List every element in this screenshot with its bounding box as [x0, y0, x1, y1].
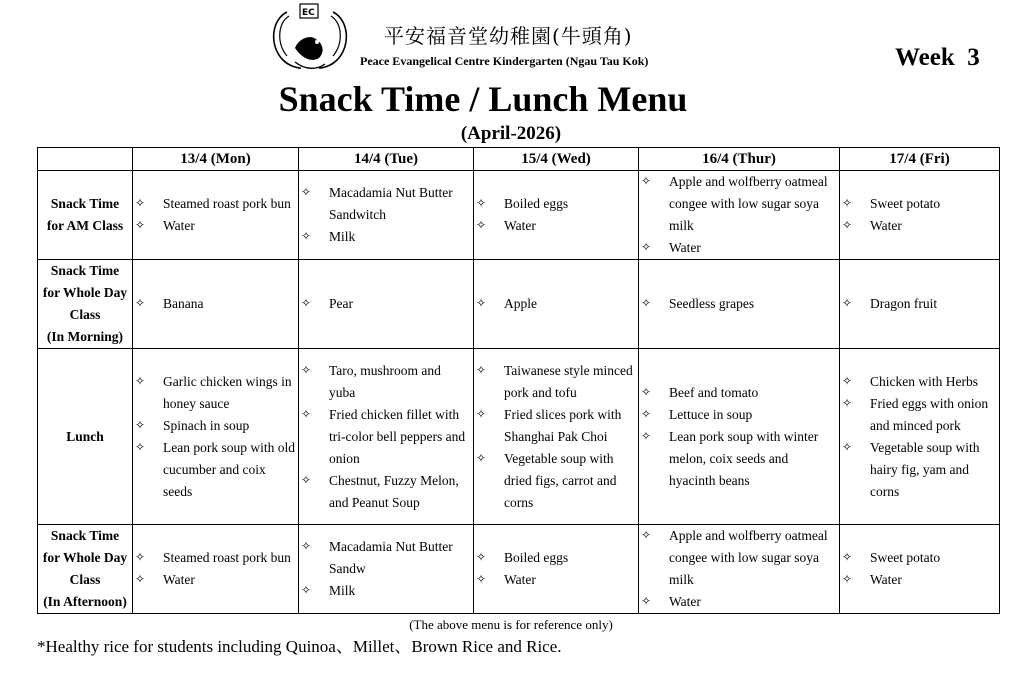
- diamond-star-icon: ✧: [842, 296, 853, 310]
- menu-item: [840, 437, 999, 503]
- diamond-star-icon: ✧: [135, 439, 146, 454]
- menu-item: [840, 193, 999, 215]
- diamond-star-icon: ✧: [476, 572, 487, 586]
- menu-item-list: [840, 293, 999, 315]
- menu-item-text: Macadamia Nut Butter Sandw: [329, 539, 453, 576]
- day-header: 14/4 (Tue): [299, 148, 474, 171]
- menu-item-text: Chestnut, Fuzzy Melon, and Peanut Soup: [329, 472, 459, 510]
- lunch-row: [38, 349, 1000, 525]
- menu-item: [474, 360, 638, 404]
- diamond-star-icon: ✧: [842, 373, 853, 388]
- diamond-star-icon: ✧: [476, 550, 487, 564]
- menu-item: [639, 237, 839, 259]
- row-label-line: Class: [69, 307, 101, 322]
- menu-item: [299, 404, 473, 470]
- menu-item-text: Sweet potato: [870, 550, 941, 565]
- menu-item: [840, 547, 999, 569]
- row-label-line: for Whole Day: [42, 550, 128, 565]
- diamond-star-icon: ✧: [641, 240, 652, 254]
- menu-item: [474, 193, 638, 215]
- menu-item: [474, 569, 638, 591]
- diamond-star-icon: ✧: [641, 428, 652, 443]
- menu-item-list: [474, 293, 638, 315]
- week-number: Week 3: [895, 44, 980, 71]
- diamond-star-icon: ✧: [301, 583, 312, 597]
- menu-item: [474, 404, 638, 448]
- diamond-star-icon: ✧: [641, 406, 652, 421]
- snack-am-row: [38, 171, 1000, 260]
- menu-item: [299, 182, 473, 226]
- menu-item-text: Taro, mushroom and yuba: [329, 362, 441, 400]
- diamond-star-icon: ✧: [301, 296, 312, 310]
- day-header: 17/4 (Fri): [840, 148, 1000, 171]
- menu-item: [639, 404, 839, 426]
- row-label-line: (In Morning): [46, 329, 124, 344]
- menu-item: [639, 426, 839, 492]
- day-header: 16/4 (Thur): [639, 148, 840, 171]
- menu-cell: [474, 525, 639, 614]
- menu-item-text: Seedless grapes: [669, 296, 755, 311]
- diamond-star-icon: ✧: [135, 196, 146, 210]
- diamond-star-icon: ✧: [301, 472, 312, 487]
- menu-cell: [474, 260, 639, 349]
- row-label-line: Class: [69, 572, 101, 587]
- row-label-line: Lunch: [66, 428, 104, 444]
- menu-item: [133, 569, 298, 591]
- menu-item: [474, 547, 638, 569]
- diamond-star-icon: ✧: [476, 362, 487, 377]
- healthy-rice-note: *Healthy rice for students including Quinoa、Millet、Brown Rice and Rice.: [37, 637, 562, 656]
- menu-item: [474, 293, 638, 315]
- menu-item-list: [840, 371, 999, 503]
- diamond-star-icon: ✧: [641, 384, 652, 399]
- menu-item: [840, 215, 999, 237]
- diamond-star-icon: ✧: [301, 229, 312, 243]
- menu-cell: [474, 349, 639, 525]
- menu-item-list: [133, 371, 298, 503]
- menu-item: [639, 525, 839, 591]
- menu-item-text: Lean pork soup with winter melon, coix seeds and hyacinth beans: [669, 428, 819, 488]
- menu-item-text: Garlic chicken wings in honey sauce: [163, 373, 292, 411]
- menu-item-text: Banana: [163, 296, 204, 311]
- menu-item-text: Chicken with Herbs: [870, 373, 978, 389]
- menu-item-text: Boiled eggs: [504, 550, 569, 565]
- menu-cell: [639, 171, 840, 260]
- menu-cell: [133, 260, 299, 349]
- menu-cell: [299, 349, 474, 525]
- menu-item-list: [299, 536, 473, 602]
- row-label: [38, 349, 133, 525]
- menu-item-list: [299, 360, 473, 514]
- menu-item: [299, 580, 473, 602]
- menu-item: [299, 360, 473, 404]
- diamond-star-icon: ✧: [641, 594, 652, 608]
- menu-item-list: [840, 193, 999, 237]
- menu-item-text: Apple and wolfberry oatmeal congee with low sugar soya milk: [669, 174, 828, 233]
- diamond-star-icon: ✧: [135, 218, 146, 232]
- diamond-star-icon: ✧: [842, 395, 853, 410]
- menu-item-text: Water: [163, 218, 195, 233]
- menu-cell: [639, 260, 840, 349]
- menu-item-list: [474, 547, 638, 591]
- menu-item: [639, 293, 839, 315]
- menu-item-text: Vegetable soup with hairy fig, yam and corns: [870, 439, 980, 499]
- diamond-star-icon: ✧: [641, 528, 652, 542]
- diamond-star-icon: ✧: [135, 550, 146, 564]
- menu-item-text: Taiwanese style minced pork and tofu: [504, 362, 633, 400]
- menu-item: [133, 547, 298, 569]
- menu-item-text: Steamed roast pork bun: [163, 550, 291, 565]
- menu-item-text: Lettuce in soup: [669, 406, 753, 422]
- diamond-star-icon: ✧: [301, 185, 312, 199]
- menu-item-text: Steamed roast pork bun: [163, 196, 291, 211]
- menu-item-text: Apple: [504, 296, 537, 311]
- row-label-line: for Whole Day: [42, 285, 128, 300]
- menu-item-text: Spinach in soup: [163, 417, 250, 433]
- menu-item: [133, 415, 298, 437]
- diamond-star-icon: ✧: [842, 439, 853, 454]
- menu-item-list: [840, 547, 999, 591]
- menu-item-text: Fried chicken fillet with tri-color bell peppers and onion: [329, 406, 466, 466]
- row-label-line: for AM Class: [46, 218, 124, 233]
- school-name-chinese: 平安福音堂幼稚園(牛頭角): [384, 24, 633, 48]
- menu-item-text: Fried slices pork with Shanghai Pak Choi: [504, 406, 622, 444]
- menu-cell: [840, 171, 1000, 260]
- menu-item-text: Boiled eggs: [504, 196, 569, 211]
- menu-item-text: Water: [669, 240, 701, 255]
- menu-item: [299, 226, 473, 248]
- diamond-star-icon: ✧: [135, 296, 146, 310]
- diamond-star-icon: ✧: [135, 572, 146, 586]
- menu-item-list: [133, 293, 298, 315]
- diamond-star-icon: ✧: [641, 296, 652, 310]
- diamond-star-icon: ✧: [641, 174, 652, 188]
- menu-item-list: [639, 525, 839, 613]
- diamond-star-icon: ✧: [301, 362, 312, 377]
- diamond-star-icon: ✧: [476, 196, 487, 210]
- menu-item: [639, 591, 839, 613]
- diamond-star-icon: ✧: [135, 417, 146, 432]
- diamond-star-icon: ✧: [476, 218, 487, 232]
- menu-item: [840, 371, 999, 393]
- menu-item-list: [474, 193, 638, 237]
- day-header: 15/4 (Wed): [474, 148, 639, 171]
- menu-cell: [299, 525, 474, 614]
- menu-item-list: [133, 193, 298, 237]
- menu-item: [299, 293, 473, 315]
- row-label: [38, 260, 133, 349]
- snack-afternoon-row: [38, 525, 1000, 614]
- menu-item-text: Apple and wolfberry oatmeal congee with low sugar soya milk: [669, 528, 828, 587]
- menu-item-text: Water: [163, 572, 195, 587]
- menu-item: [639, 382, 839, 404]
- menu-item: [840, 569, 999, 591]
- reference-note: (The above menu is for reference only): [409, 617, 613, 632]
- menu-item-text: Sweet potato: [870, 196, 941, 211]
- menu-item: [474, 448, 638, 514]
- menu-cell: [133, 171, 299, 260]
- menu-item-list: [133, 547, 298, 591]
- menu-item: [133, 371, 298, 415]
- menu-item-text: Water: [504, 572, 536, 587]
- menu-cell: [133, 525, 299, 614]
- row-label: [38, 171, 133, 260]
- menu-item-text: Fried eggs with onion and minced pork: [870, 395, 989, 433]
- row-label-line: Snack Time: [50, 196, 120, 211]
- diamond-star-icon: ✧: [301, 539, 312, 553]
- school-logo: [265, 2, 355, 78]
- row-label-line: Snack Time: [50, 263, 120, 278]
- menu-cell: [474, 171, 639, 260]
- diamond-star-icon: ✧: [476, 296, 487, 310]
- menu-item-text: Pear: [329, 296, 353, 311]
- dove-logo-icon: [265, 2, 355, 78]
- diamond-star-icon: ✧: [842, 218, 853, 232]
- menu-month: (April-2026): [460, 123, 562, 144]
- menu-cell: [299, 171, 474, 260]
- diamond-star-icon: ✧: [476, 406, 487, 421]
- day-header: 13/4 (Mon): [133, 148, 299, 171]
- menu-item-text: Water: [870, 572, 902, 587]
- diamond-star-icon: ✧: [842, 196, 853, 210]
- menu-cell: [840, 349, 1000, 525]
- row-label-line: (In Afternoon): [43, 594, 127, 609]
- logo-monogram: EC: [302, 8, 315, 18]
- menu-item-text: Macadamia Nut Butter Sandwitch: [329, 185, 453, 222]
- menu-item: [299, 470, 473, 514]
- menu-item: [133, 215, 298, 237]
- menu-item: [639, 171, 839, 237]
- menu-cell: [840, 525, 1000, 614]
- corner-cell: [38, 148, 133, 171]
- menu-item: [840, 293, 999, 315]
- menu-item-text: Water: [870, 218, 902, 233]
- menu-item: [299, 536, 473, 580]
- diamond-star-icon: ✧: [476, 450, 487, 465]
- row-label-line: Snack Time: [50, 528, 120, 543]
- menu-item-list: [474, 360, 638, 514]
- menu-item-text: Lean pork soup with old cucumber and coix seeds: [163, 439, 295, 499]
- menu-cell: [840, 260, 1000, 349]
- menu-item: [840, 393, 999, 437]
- menu-item-text: Vegetable soup with dried figs, carrot and corns: [504, 450, 617, 510]
- menu-item-list: [639, 382, 839, 492]
- menu-cell: [639, 525, 840, 614]
- row-label: [38, 525, 133, 614]
- menu-item-list: [639, 293, 839, 315]
- header-row: [38, 148, 1000, 171]
- page-title: Snack Time / Lunch Menu: [278, 79, 688, 119]
- menu-item-list: [299, 293, 473, 315]
- menu-item-text: Milk: [329, 229, 356, 244]
- menu-table: [37, 147, 1000, 614]
- menu-cell: [299, 260, 474, 349]
- menu-cell: [133, 349, 299, 525]
- menu-item: [133, 293, 298, 315]
- menu-cell: [639, 349, 840, 525]
- menu-item: [133, 193, 298, 215]
- menu-item: [133, 437, 298, 503]
- diamond-star-icon: ✧: [842, 572, 853, 586]
- diamond-star-icon: ✧: [842, 550, 853, 564]
- menu-item-text: Water: [504, 218, 536, 233]
- menu-item: [474, 215, 638, 237]
- menu-item-text: Milk: [329, 583, 356, 598]
- menu-item-text: Beef and tomato: [669, 384, 759, 400]
- diamond-star-icon: ✧: [135, 373, 146, 388]
- diamond-star-icon: ✧: [301, 406, 312, 421]
- snack-morning-row: [38, 260, 1000, 349]
- menu-item-text: Dragon fruit: [870, 296, 938, 311]
- menu-item-list: [639, 171, 839, 259]
- menu-item-text: Water: [669, 594, 701, 609]
- menu-item-list: [299, 182, 473, 248]
- school-name-english: Peace Evangelical Centre Kindergarten (Ngau Tau Kok): [360, 54, 649, 68]
